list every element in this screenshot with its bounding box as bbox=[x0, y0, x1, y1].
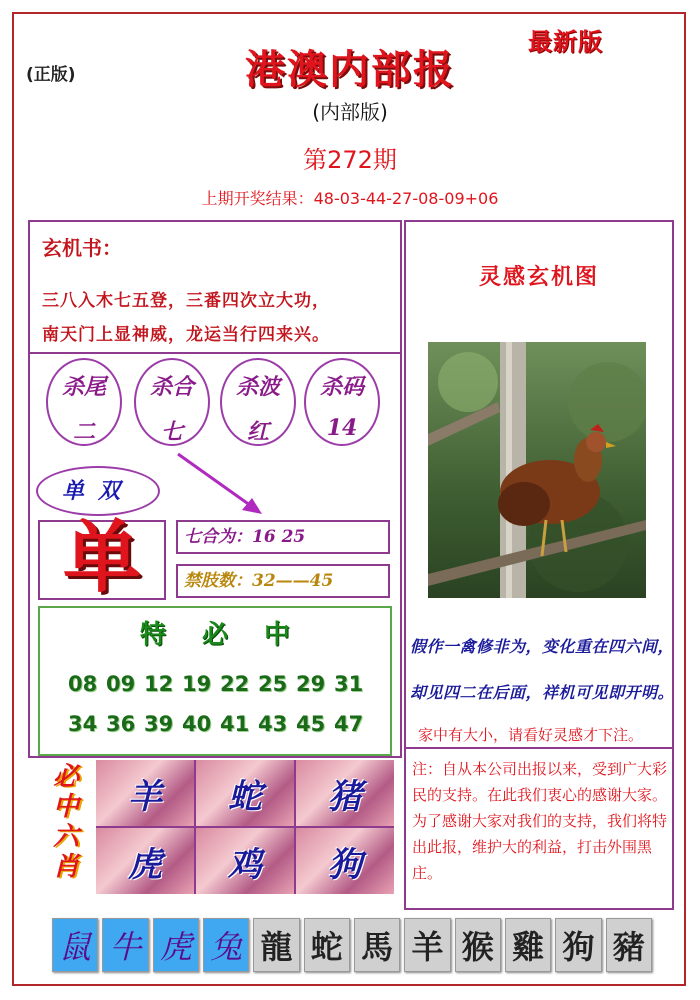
special-title: 特必中 bbox=[139, 620, 326, 650]
zodiac-tile: 虎 bbox=[153, 918, 199, 972]
number: 40 bbox=[182, 712, 212, 736]
oracle-line: 南天门上显神威，龙运当行四来兴。 bbox=[42, 325, 330, 345]
prediction-oval bbox=[134, 358, 210, 446]
zodiac-tile: 狗 bbox=[555, 918, 601, 972]
zodiac-tile: 馬 bbox=[354, 918, 400, 972]
edition-label: (正版) bbox=[26, 65, 76, 85]
oracle-title: 玄机书： bbox=[42, 236, 122, 260]
last-draw-result: 上期开奖结果：48-03-44-27-08-09+06 bbox=[201, 189, 499, 208]
seven-combo: 七合为：16 25 bbox=[176, 520, 390, 554]
number: 39 bbox=[144, 712, 174, 736]
prediction-value: 14 bbox=[326, 415, 358, 441]
prediction-label: 杀合 bbox=[149, 374, 194, 400]
latest-label: 最新版 bbox=[528, 27, 603, 56]
zodiac-tile: 猴 bbox=[455, 918, 501, 972]
zodiac-tile: 鼠 bbox=[52, 918, 98, 972]
number: 12 bbox=[144, 672, 174, 696]
zodiac-cell: 虎 bbox=[96, 828, 194, 894]
oracle-line: 三八入木七五登，三番四次立大功， bbox=[42, 291, 330, 311]
prediction-label: 杀尾 bbox=[61, 374, 106, 400]
prediction-value: 二 bbox=[72, 419, 95, 445]
hint-text: 家中有大小，请看好灵感才下注。 bbox=[418, 726, 644, 744]
mystery-picture-title: 灵感玄机图 bbox=[478, 264, 599, 290]
zodiac-cell: 狗 bbox=[296, 828, 394, 894]
rooster-photo bbox=[428, 342, 646, 598]
zodiac-tile: 雞 bbox=[505, 918, 551, 972]
zodiac-tile: 蛇 bbox=[304, 918, 350, 972]
number: 36 bbox=[106, 712, 136, 736]
prediction-value: 七 bbox=[160, 419, 183, 445]
number: 29 bbox=[296, 672, 326, 696]
number: 45 bbox=[296, 712, 326, 736]
number: 31 bbox=[334, 672, 364, 696]
zodiac-cell: 蛇 bbox=[196, 760, 294, 826]
range-box: 禁肢数：32——45 bbox=[176, 564, 390, 598]
issue-number: 第272期 bbox=[303, 146, 397, 174]
poem-line: 假作一禽修非为，变化重在四六间， bbox=[410, 637, 675, 656]
prediction-label: 杀波 bbox=[235, 374, 280, 400]
number: 47 bbox=[334, 712, 364, 736]
zodiac-cell: 猪 bbox=[296, 760, 394, 826]
number: 43 bbox=[258, 712, 288, 736]
number: 41 bbox=[220, 712, 250, 736]
prediction-oval bbox=[304, 358, 380, 446]
big-char: 单 bbox=[62, 512, 141, 603]
number: 19 bbox=[182, 672, 212, 696]
divider bbox=[30, 352, 400, 354]
zodiac-tile: 牛 bbox=[102, 918, 148, 972]
zodiac-tile: 豬 bbox=[606, 918, 652, 972]
special-numbers-row bbox=[38, 712, 392, 736]
page-subtitle: (内部版) bbox=[312, 100, 388, 124]
six-zodiac-label: 必中六肖 bbox=[52, 762, 79, 882]
special-numbers-row bbox=[38, 672, 392, 696]
page-title: 港澳内部报 bbox=[245, 46, 455, 93]
divider bbox=[406, 747, 672, 749]
number: 08 bbox=[68, 672, 98, 696]
prediction-label: 杀码 bbox=[319, 374, 364, 400]
zodiac-tile: 龍 bbox=[253, 918, 299, 972]
arrow-icon bbox=[170, 448, 270, 520]
notice-text: 注：自从本公司出报以来，受到广大彩民的支持。在此我们衷心的感谢大家。为了感谢大家对我们的支持，我们将特出此报，维护大的利益，打击外围黑庄。 bbox=[412, 760, 668, 882]
prediction-oval bbox=[46, 358, 122, 446]
prediction-value: 红 bbox=[246, 419, 269, 445]
zodiac-cell: 羊 bbox=[96, 760, 194, 826]
odd-even-oval: 单双 bbox=[36, 466, 160, 516]
prediction-oval bbox=[220, 358, 296, 446]
number: 22 bbox=[220, 672, 250, 696]
zodiac-tile: 羊 bbox=[404, 918, 450, 972]
number: 25 bbox=[258, 672, 288, 696]
poem-line: 却见四二在后面，祥机可见即开明。 bbox=[410, 683, 675, 702]
six-zodiac-grid bbox=[96, 760, 394, 894]
zodiac-tile: 兔 bbox=[203, 918, 249, 972]
zodiac-strip bbox=[52, 918, 652, 972]
number: 09 bbox=[106, 672, 136, 696]
zodiac-cell: 鸡 bbox=[196, 828, 294, 894]
number: 34 bbox=[68, 712, 98, 736]
